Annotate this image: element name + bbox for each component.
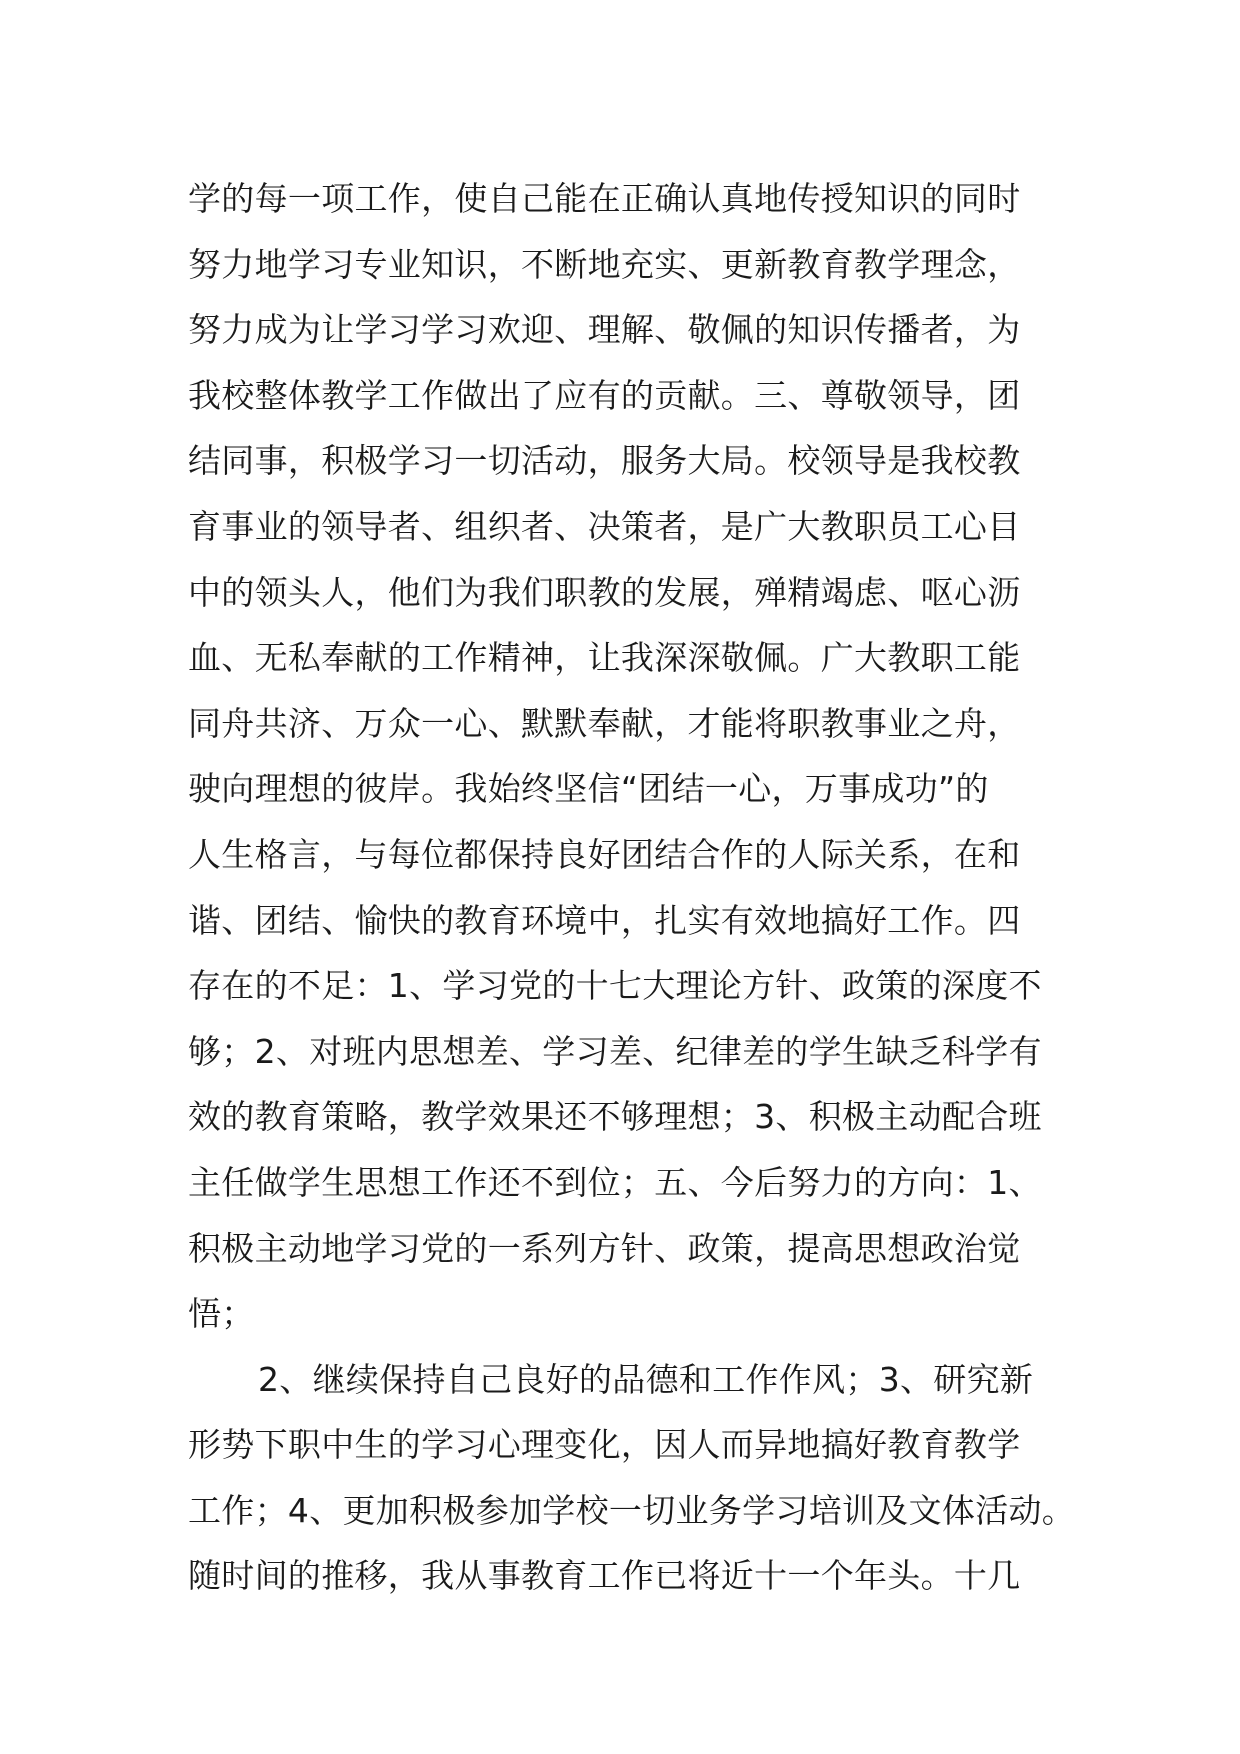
text-line: 努力地学习专业知识，不断地充实、更新教育教学理念， (188, 244, 1021, 284)
text-line: 同舟共济、万众一心、默默奉献，才能将职教事业之舟， (188, 703, 1021, 743)
text-line: 学的每一项工作，使自己能在正确认真地传授知识的同时 (188, 179, 1021, 218)
text-line: 效的教育策略，教学效果还不够理想；3、积极主动配合班 (188, 1097, 1042, 1137)
text-line: 随时间的推移，我从事教育工作已将近十一个年头。十几 (188, 1556, 1021, 1596)
paragraph-start-line: 2、继续保持自己良好的品德和工作作风；3、研究新 (258, 1359, 1034, 1399)
text-line: 存在的不足：1、学习党的十七大理论方针、政策的深度不 (188, 966, 1042, 1006)
text-line: 主任做学生思想工作还不到位；五、今后努力的方向：1、 (188, 1162, 1042, 1202)
text-line: 积极主动地学习党的一系列方针、政策，提高思想政治觉 (188, 1228, 1021, 1268)
text-line: 中的领头人，他们为我们职教的发展，殚精竭虑、呕心沥 (188, 572, 1021, 612)
text-line: 驶向理想的彼岸。我始终坚信“团结一心，万事成功”的 (188, 769, 989, 809)
text-line: 工作；4、更加积极参加学校一切业务学习培训及文体活动。 (188, 1490, 1076, 1530)
text-line: 够；2、对班内思想差、学习差、纪律差的学生缺乏科学有 (188, 1031, 1042, 1071)
text-line: 我校整体教学工作做出了应有的贡献。三、尊敬领导，团 (188, 375, 1021, 415)
text-line: 育事业的领导者、组织者、决策者，是广大教职员工心目 (188, 506, 1021, 546)
text-line: 悟； (188, 1294, 255, 1334)
text-line: 努力成为让学习学习欢迎、理解、敬佩的知识传播者，为 (188, 310, 1021, 350)
text-line: 血、无私奉献的工作精神，让我深深敬佩。广大教职工能 (188, 638, 1021, 678)
text-line: 谐、团结、愉快的教育环境中，扎实有效地搞好工作。四 (188, 900, 1021, 940)
text-line: 人生格言，与每位都保持良好团结合作的人际关系，在和 (188, 834, 1021, 874)
text-line: 结同事，积极学习一切活动，服务大局。校领导是我校教 (188, 441, 1021, 481)
text-line: 形势下职中生的学习心理变化，因人而异地搞好教育教学 (188, 1425, 1021, 1465)
body-text (188, 166, 1076, 1609)
